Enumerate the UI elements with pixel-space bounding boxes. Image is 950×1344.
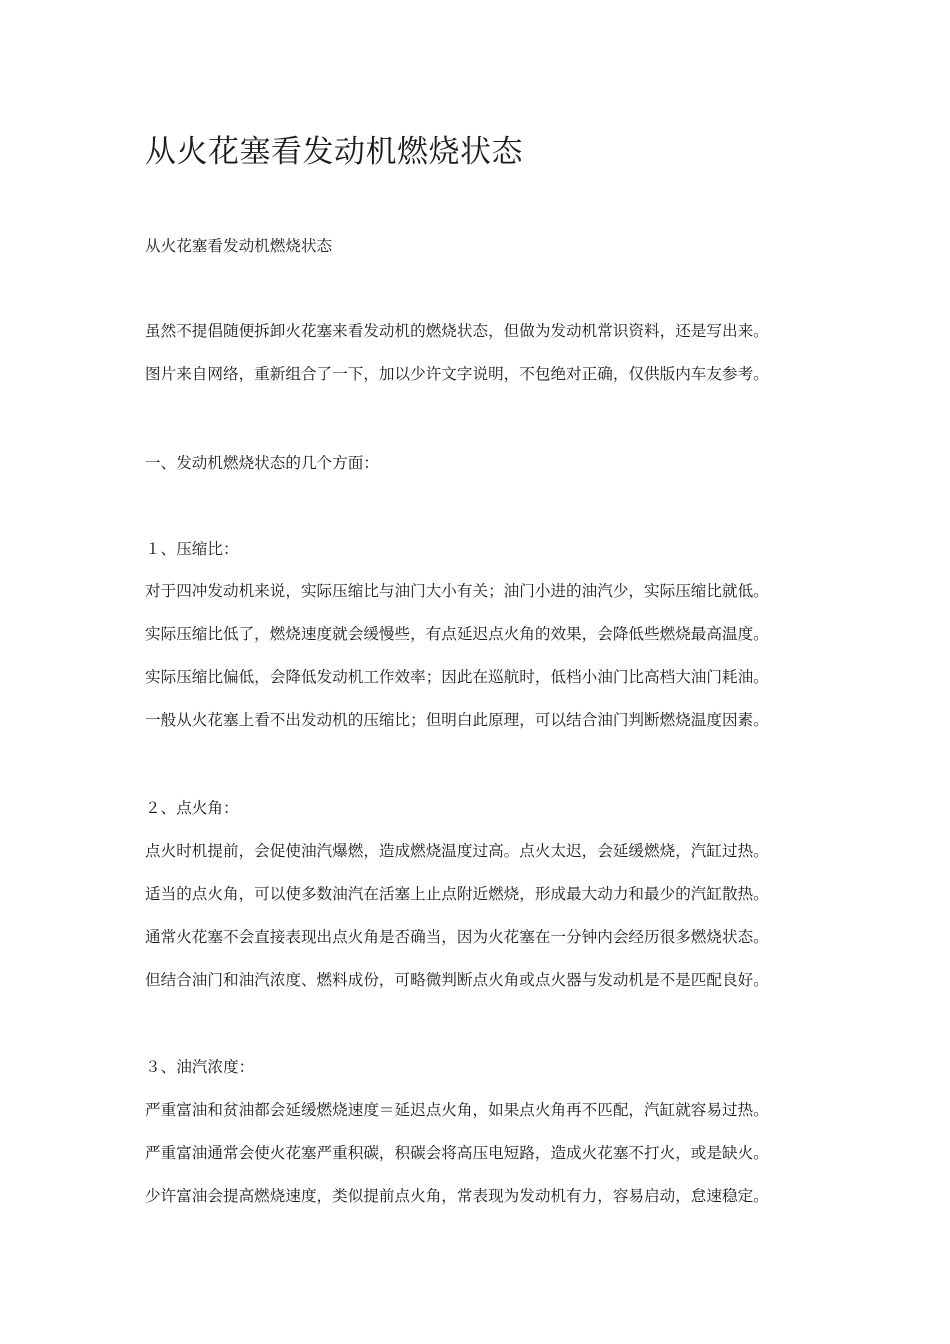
intro-line-1: 虽然不提倡随便拆卸火花塞来看发动机的燃烧状态，但做为发动机常识资料，还是写出来。 (145, 322, 769, 340)
item1-line-4: 一般从火花塞上看不出发动机的压缩比；但明白此原理，可以结合油门判断燃烧温度因素。 (145, 711, 769, 729)
item1-line-2: 实际压缩比低了，燃烧速度就会缓慢些，有点延迟点火角的效果，会降低些燃烧最高温度。 (145, 625, 769, 643)
item2-line-4: 但结合油门和油汽浓度、燃料成份，可略微判断点火角或点火器与发动机是不是匹配良好。 (145, 971, 769, 989)
intro-line-2: 图片来自网络，重新组合了一下，加以少许文字说明，不包绝对正确，仅供版内车友参考。 (145, 365, 769, 383)
item3-line-1: 严重富油和贫油都会延缓燃烧速度＝延迟点火角，如果点火角再不匹配，汽缸就容易过热。 (145, 1101, 769, 1119)
item1-line-3: 实际压缩比偏低，会降低发动机工作效率；因此在巡航时，低档小油门比高档大油门耗油。 (145, 668, 769, 686)
document-title: 从火花塞看发动机燃烧状态 (145, 134, 523, 170)
item1-heading: １、压缩比： (145, 540, 239, 558)
item2-line-3: 通常火花塞不会直接表现出点火角是否确当，因为火花塞在一分钟内会经历很多燃烧状态。 (145, 928, 769, 946)
item3-line-3: 少许富油会提高燃烧速度，类似提前点火角，常表现为发动机有力，容易启动，怠速稳定。 (145, 1187, 769, 1205)
item2-heading: ２、点火角： (145, 799, 239, 817)
item3-heading: ３、油汽浓度： (145, 1058, 255, 1076)
section-heading: 一、发动机燃烧状态的几个方面： (145, 454, 379, 472)
item1-line-1: 对于四冲发动机来说，实际压缩比与油门大小有关；油门小进的油汽少，实际压缩比就低。 (145, 582, 769, 600)
item3-line-2: 严重富油通常会使火花塞严重积碳，积碳会将高压电短路，造成火花塞不打火，或是缺火。 (145, 1144, 769, 1162)
document-subtitle: 从火花塞看发动机燃烧状态 (145, 237, 333, 255)
item2-line-1: 点火时机提前，会促使油汽爆燃，造成燃烧温度过高。点火太迟，会延缓燃烧，汽缸过热。 (145, 842, 769, 860)
item2-line-2: 适当的点火角，可以使多数油汽在活塞上止点附近燃烧，形成最大动力和最少的汽缸散热。 (145, 885, 769, 903)
